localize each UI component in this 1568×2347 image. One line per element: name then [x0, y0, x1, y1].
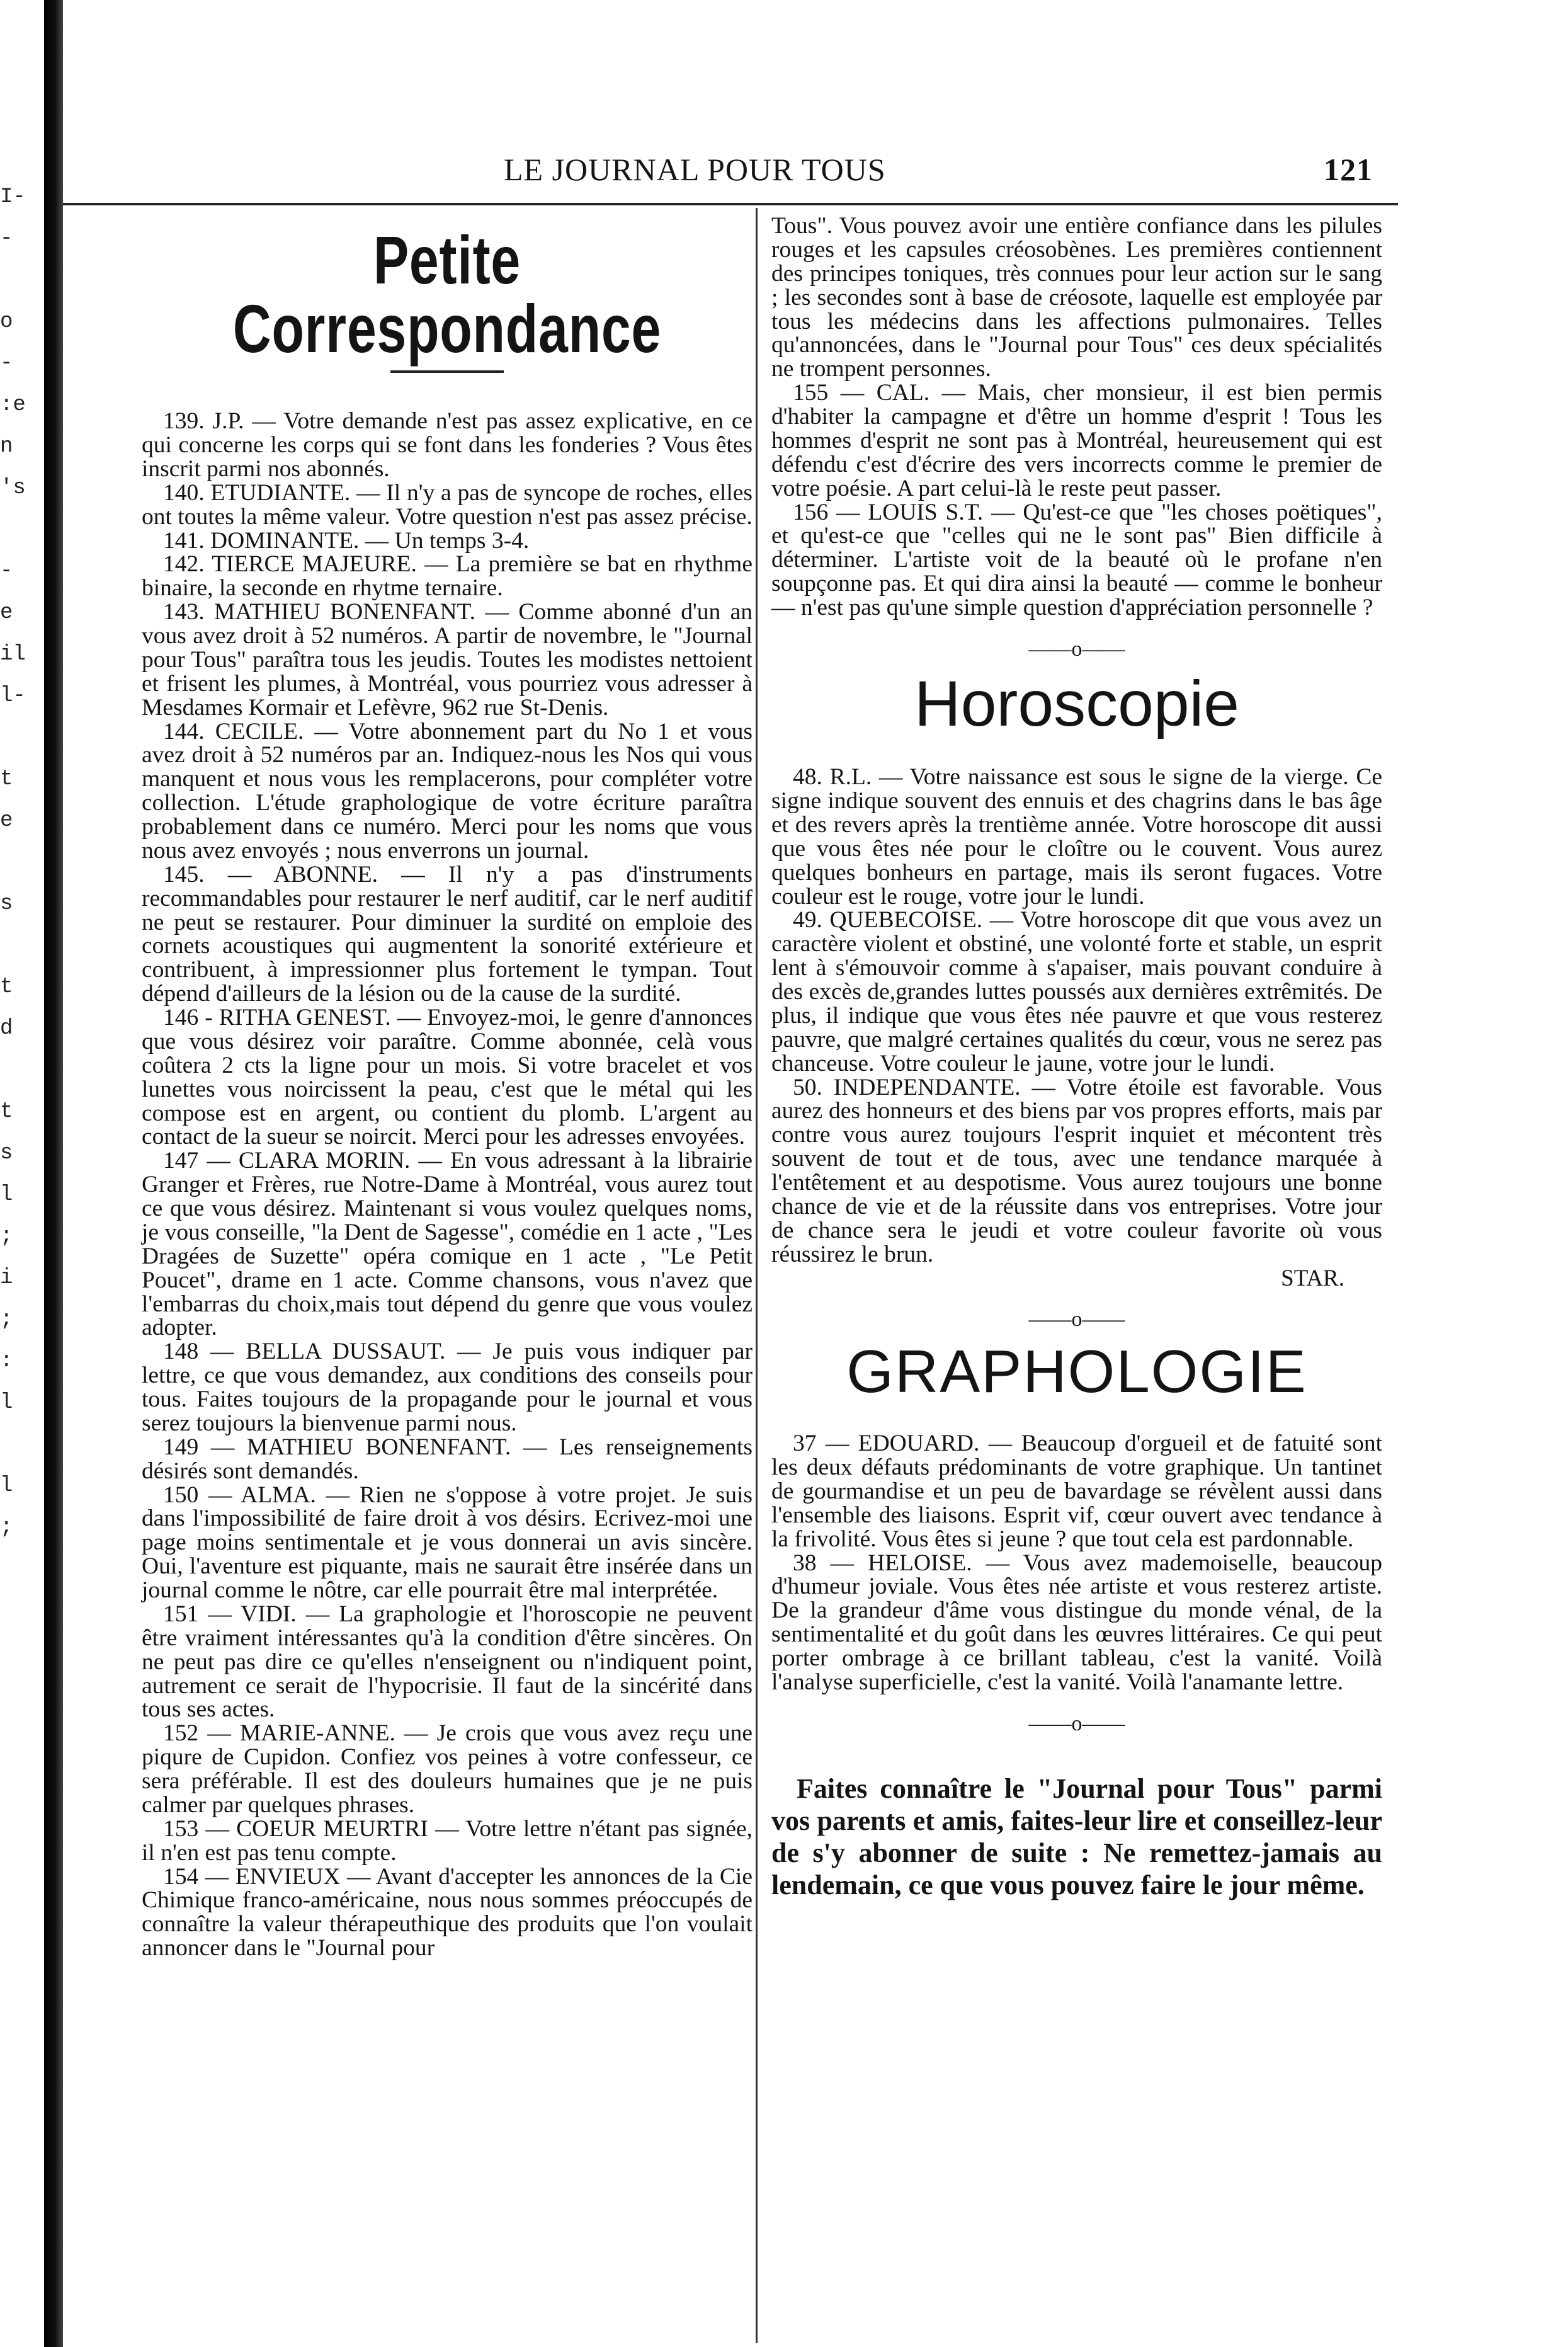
- correspondence-entry: 151 — VIDI. — La graphologie et l'horoscopie ne peuvent être vraiment intéressantes qu'à la condition d'être sincères. On ne peut pas dire ce qu'elles n'enseignent ou n'indiquent point, autrement ce serait de l'hypocrisie. Il faut de la sincérité dans tous ses actes.: [142, 1601, 753, 1723]
- correspondence-entry: 147 — CLARA MORIN. — En vous adressant à la librairie Granger et Frères, rue Notre-Dame à Montréal, vous aurez tout ce que vous désirez. Maintenant si vous voulez quelques noms, je vous conseille, "la Dent de Sagesse", comédie en 1 acte , "Les Dragées de Suzette" opéra comique en 1 acte , "Le Petit Poucet", drame en 1 acte. Comme chansons, vous n'avez que l'embarras du choix,mais tout dépend du genre que vous voulez adopter.: [142, 1148, 753, 1341]
- correspondence-entry: 152 — MARIE-ANNE. — Je crois que vous avez reçu une piqure de Cupidon. Confiez vos peines à votre confesseur, ce sera préférable. Il est des douleurs humaines que je ne puis calmer par quelques phrases.: [142, 1720, 753, 1818]
- correspondence-entry: 144. CECILE. — Votre abonnement part du No 1 et vous avez droit à 52 numéros par an. Indiquez-nous les Nos qui vous manquent et nous vous les remplacerons, pour compléter votre collection. L'étude graphologique de votre écriture paraîtra probablement dans ce numéro. Merci pour les noms que vous nous avez envoyés ; nous enverrons un journal.: [142, 718, 753, 864]
- graphology-entry: 37 — EDOUARD. — Beaucoup d'orgueil et de fatuité sont les deux défauts prédominants de votre graphique. Un tantinet de gourmandise et un peu de bavardage se révèlent aussi dans l'ensemble des liaisons. Esprit vif, cœur ouvert avec tendance à la frivolité. Vous êtes si jeune ? que tout cela est pardonnable.: [771, 1430, 1382, 1552]
- correspondence-entry: 156 — LOUIS S.T. — Qu'est-ce que "les choses poëtiques", et qu'est-ce que "celles qui ne le sont pas" Bien difficile à déterminer. L'artiste voit de la beauté où le profane n'en soupçonne pas. Et qui dira ainsi la beauté — comme le bonheur — n'est pas qu'une simple question d'appréciation personnelle ?: [771, 499, 1382, 620]
- correspondence-entry: 143. MATHIEU BONENFANT. — Comme abonné d'un an vous avez droit à 52 numéros. A partir de novembre, le "Journal pour Tous" paraîtra tous les jeudis. Toutes les modistes nettoient et frisent les plumes, à Montréal, vous pourriez vous adresser à Mesdames Kormair et Lefèvre, 962 rue St-Denis.: [142, 599, 753, 721]
- correspondence-entry: 141. DOMINANTE. — Un temps 3-4.: [163, 527, 530, 554]
- horoscope-entry: 49. QUEBECOISE. — Votre horoscope dit que vous avez un caractère violent et obstiné, une volonté forte et stable, un esprit lent à s'émouvoir comme à s'apaiser, mais pouvant conduire à des excès de,grandes luttes poussés aux dernières extrêmités. De plus, il indique que vous êtes née pauvre et que vous resterez pauvre, que malgré certaines qualités du cœur, vous ne serez pas chanceuse. Votre couleur le jaune, votre jour le lundi.: [771, 907, 1382, 1076]
- correspondence-entry: 146 - RITHA GENEST. — Envoyez-moi, le genre d'annonces que vous désirez voir paraître. Comme abonnée, celà vous coûtera 2 cts la ligne pour un mois. Si votre bracelet et vos lunettes vous noircissent la peau, c'est que le métal qui les compose est en argent, ou contient du plomb. L'argent au contact de la sueur se noircit. Merci pour les adresses envoyées.: [142, 1005, 753, 1150]
- horoscopie-title: Horoscopie: [914, 668, 1239, 740]
- graphology-entry: 38 — HELOISE. — Vous avez mademoiselle, beaucoup d'humeur joviale. Vous êtes née artiste et vous resterez artiste. De la grandeur d'âme vous distingue du monde vénal, de la sentimentalité et du goût dans les œuvres littéraires. Ce qui peut porter ombrage à ce brillant tableau, c'est la vanité. Voilà l'analyse superficielle, c'est la vanité. Voilà l'anamante lettre.: [771, 1550, 1382, 1695]
- journal-title: LE JOURNAL POUR TOUS: [504, 152, 886, 187]
- page-number: 121: [1324, 152, 1373, 187]
- correspondence-entry: 154 — ENVIEUX — Avant d'accepter les annonces de la Cie Chimique franco-américaine, nous nous sommes préoccupés de connaître la valeur thérapeuthique des produits que l'on voulait annoncer dans le "Journal pour: [142, 1863, 753, 1962]
- section-separator: ——o——: [1028, 637, 1125, 661]
- correspondence-entry: 145. — ABONNE. — Il n'y a pas d'instruments recommandables pour restaurer le nerf auditif, car le nerf auditif ne peut se restaurer. Pour diminuer la surdité on emploie des cornets acoustiques qui augmentent la sonorité extérieure et contribuent, à impressionner plus fortement le tympan. Tout dépend d'ailleurs de la lésion ou de la cause de la surdité.: [142, 861, 753, 1007]
- right-column: [771, 214, 1382, 1929]
- correspondence-entry: 148 — BELLA DUSSAUT. — Je puis vous indiquer par lettre, ce que vous demandez, aux conditions des conseils pour tous. Faites toujours de la propagande pour le journal et vous serez toujours la bienvenue parmi nous.: [142, 1339, 753, 1436]
- column-divider: [756, 208, 758, 2343]
- correspondence-entry: 142. TIERCE MAJEURE. — La première se bat en rhythme binaire, la seconde en rhytme ternaire.: [142, 551, 753, 602]
- correspondence-entry: 155 — CAL. — Mais, cher monsieur, il est bien permis d'habiter la campagne et d'être un homme d'esprit ! Tous les hommes d'esprit ne sont pas à Montréal, heureusement qui est défendu c'est d'écrire des vers incorrects comme le premier de votre poésie. A part celui-là le reste peut passer.: [771, 380, 1382, 501]
- section-separator: ——o——: [1028, 1307, 1125, 1331]
- page-binding-edge: [44, 0, 63, 2347]
- correspondence-entry: 150 — ALMA. — Rien ne s'oppose à votre projet. Je suis dans l'impossibilité de faire droit à vos désirs. Ecrivez-moi une page moins sentimentale et je vous donnerai un avis sincère. Oui, l'aventure est piquante, mais ne saurait être insérée dans un journal comme le nôtre, car elle pourrait être mal interprétée.: [142, 1482, 753, 1604]
- correspondence-entry: 139. J.P. — Votre demande n'est pas assez explicative, en ce qui concerne les corps qui se font dans les fonderies ? Vous êtes inscrit parmi nos abonnés.: [142, 408, 753, 482]
- horoscope-entry: 50. INDEPENDANTE. — Votre étoile est favorable. Vous aurez des honneurs et des biens par vos propres efforts, mais par contre vous aurez toujours l'esprit inquiet et mécontent très souvent de tout et de tous, avec une tendance marquée à l'entêtement et au despotisme. Vous aurez toujours une bonne chance de vie et de la réussite dans vos entreprises. Votre jour de chance sera le jeudi et votre couleur favorite où vous réussirez le brun.: [771, 1074, 1382, 1267]
- subscription-notice: Faites connaître le "Journal pour Tous" parmi vos parents et amis, faites-leur lire et conseillez-leur de s'y abonner de suite : Ne remettez-jamais au lendemain, ce que vous pouvez faire le jour même.: [771, 1773, 1382, 1901]
- signature: STAR.: [1281, 1265, 1344, 1291]
- title-rule: [390, 370, 504, 373]
- section-separator: ——o——: [1028, 1711, 1125, 1735]
- correspondence-entry: 140. ETUDIANTE. — Il n'y a pas de syncope de roches, elles ont toutes la même valeur. Votre question n'est pas assez précise.: [142, 479, 753, 530]
- correspondence-entry: 149 — MATHIEU BONENFANT. — Les renseignements désirés sont demandés.: [142, 1434, 753, 1484]
- horoscope-entry: 48. R.L. — Votre naissance est sous le signe de la vierge. Ce signe indique souvent des ennuis et des chagrins dans le bas âge et des revers après la trentième année. Votre horoscope dit aussi que vous êtes née pour le cloître ou le couvent. Vous aurez quelques bonheurs en partage, mais ils seront fugaces. Votre couleur est le rouge, votre jour le lundi.: [771, 764, 1382, 910]
- graphologie-title: GRAPHOLOGIE: [846, 1338, 1307, 1406]
- torn-edge-marks: I- - o - :e n 's - e il l- t e s t d t s l ; i ; : l l ;: [0, 185, 26, 1539]
- header-rule: [63, 203, 1398, 205]
- left-column: [142, 214, 753, 1960]
- correspondence-entry: 153 — COEUR MEURTRI — Votre lettre n'étant pas signée, il n'en est pas tenu compte.: [142, 1815, 753, 1866]
- correspondence-continuation: Tous". Vous pouvez avoir une entière confiance dans les pilules rouges et les capsules créosobènes. Les premières contiennent des principes toniques, très connues pour leur action sur le sang ; les secondes sont à base de créosote, laquelle est employée par tous les médecins dans les affections pulmonaires. Telles qu'annoncées, dans le "Journal pour Tous" ces deux spécialités ne trompent personnes.: [771, 213, 1382, 382]
- petite-correspondance-title: Petite Correspondance: [232, 222, 662, 367]
